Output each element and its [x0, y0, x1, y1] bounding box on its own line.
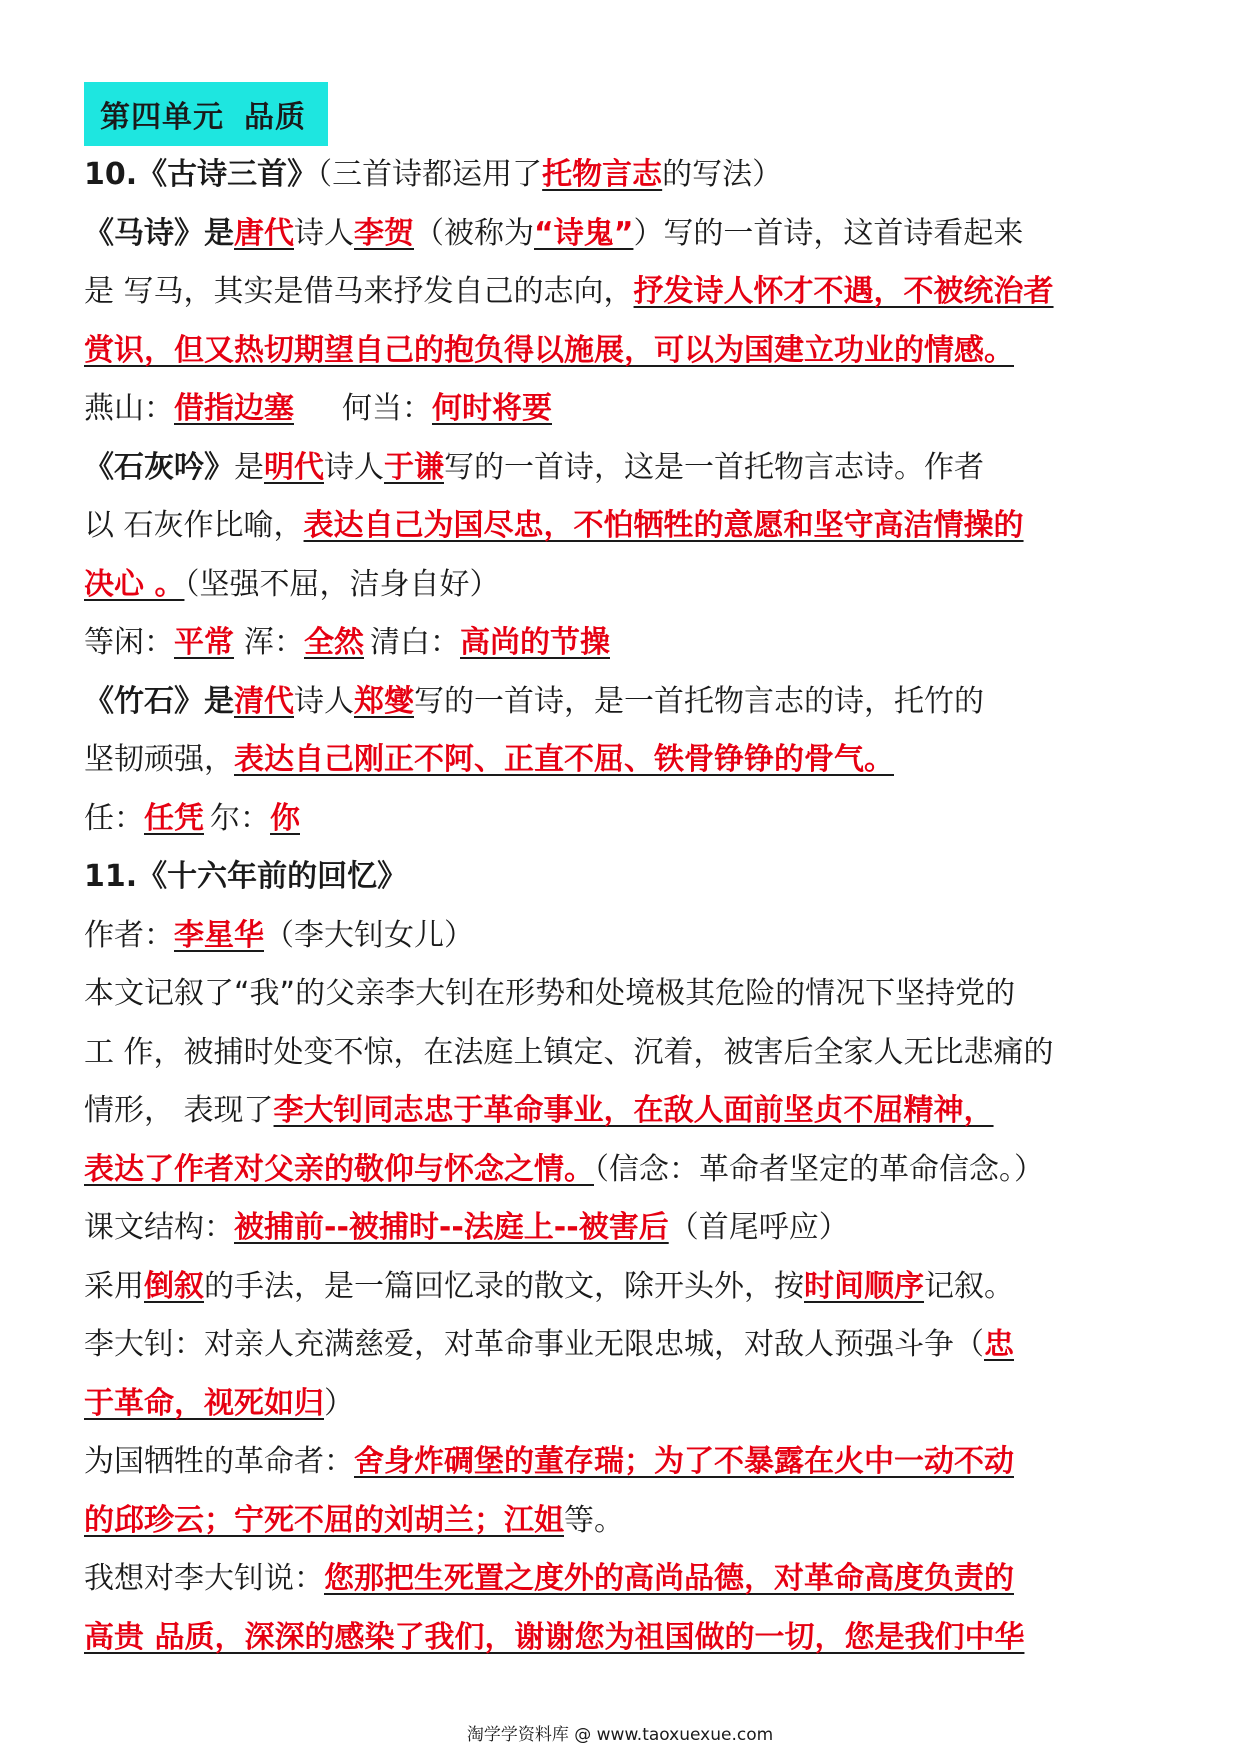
text: ）	[324, 1385, 354, 1421]
text: （李大钊女儿）	[264, 917, 474, 953]
answer: 郑燮	[354, 683, 414, 719]
text: 何当：	[342, 391, 432, 426]
answer: 舍身炸碉堡的董存瑞；为了不暴露在火中一动不动	[354, 1444, 1014, 1479]
unit-title	[84, 82, 328, 146]
say-line-1	[84, 1550, 1174, 1609]
footer-watermark: 淘学学资料库 @ www.taoxuexue.com	[466, 1725, 774, 1745]
answer: “诗鬼”	[534, 215, 634, 251]
answer: 忠	[984, 1327, 1014, 1362]
text: 任：	[84, 800, 144, 836]
lesson10-title: 10.《古诗三首》	[84, 157, 318, 192]
method-line	[84, 1258, 1174, 1317]
li-line-2	[84, 1375, 1174, 1434]
answer: 抒发诗人怀才不遇，不被统治者	[633, 274, 1054, 309]
text: 《竹石》是	[84, 683, 234, 719]
text: 坚韧顽强，	[84, 742, 234, 777]
text: ）写的一首诗，这首诗看起来	[633, 215, 1024, 251]
text: 的手法，是一篇回忆录的散文，除开头外，按	[204, 1268, 804, 1304]
text: （坚强不屈，洁身自好）	[184, 566, 500, 602]
text: 课文结构：	[84, 1210, 234, 1245]
text: 尔：	[210, 800, 270, 836]
answer: 何时将要	[432, 391, 552, 426]
answer: 您那把生死置之度外的高尚品德，对革命高度负责的	[324, 1561, 1014, 1596]
answer: 平常	[174, 625, 234, 660]
text: 采用	[84, 1268, 144, 1304]
author-line	[84, 907, 1174, 966]
text: 的写法）	[662, 157, 783, 192]
text: 写的一首诗，是一首托物言志的诗，托竹的	[414, 683, 984, 719]
answer: 表达了作者对父亲的敬仰与怀念之情。	[84, 1151, 594, 1187]
shi-words	[84, 614, 1174, 673]
text: 我想对李大钊说：	[84, 1561, 324, 1596]
answer: 你	[270, 800, 300, 836]
ma-line-2	[84, 263, 1174, 322]
answer: 明代	[264, 449, 324, 485]
answer: 表达自己为国尽忠，不怕牺牲的意愿和坚守高洁情操的	[303, 508, 1024, 543]
text: 诗人	[294, 215, 354, 251]
answer: 全然	[304, 625, 364, 660]
answer: 赏识，但又热切期望自己的抱负得以施展，可以为国建立功业的情感。	[84, 332, 1014, 368]
lesson10-heading	[84, 146, 1174, 205]
text: （三首诗都运用了	[317, 157, 543, 192]
answer: 被捕前--被捕时--法庭上--被害后	[234, 1210, 669, 1245]
unit-theme: 品质	[244, 100, 306, 135]
unit-number: 第四单元	[100, 100, 224, 135]
answer: 表达自己刚正不阿、正直不屈、铁骨铮铮的骨气。	[234, 742, 894, 777]
text: 李大钊：对亲人充满慈爱，对革命事业无限忠城，对敌人预强斗争（	[84, 1327, 984, 1362]
answer: 借指边塞	[174, 391, 294, 426]
ma-line-3	[84, 322, 1174, 381]
answer: 李星华	[174, 917, 264, 953]
text: 是 写马，其实是借马来抒发自己的志向，	[84, 274, 634, 309]
text: 等闲：	[84, 625, 174, 660]
answer: 任凭	[144, 800, 204, 836]
answer: 于革命，视死如归	[84, 1385, 324, 1421]
answer: 高尚的节操	[460, 625, 610, 660]
text: 燕山：	[84, 391, 174, 426]
summary-line-4	[84, 1141, 1174, 1200]
shi-line-3	[84, 556, 1174, 615]
text: 诗人	[324, 449, 384, 485]
answer: 清代	[234, 683, 294, 719]
zhu-line-1	[84, 673, 1174, 732]
text: 诗人	[294, 683, 354, 719]
zhu-line-2	[84, 731, 1174, 790]
answer: 托物言志	[542, 157, 663, 192]
answer: 唐代	[234, 215, 294, 251]
ma-words	[84, 380, 1174, 439]
text: 清白：	[370, 625, 460, 660]
answer: 李贺	[354, 215, 414, 251]
summary-line-3	[84, 1082, 1174, 1141]
martyr-line-2	[84, 1492, 1174, 1551]
summary-line-1: 本文记叙了“我”的父亲李大钊在形势和处境极其危险的情况下坚持党的	[84, 976, 1016, 1011]
answer: 高贵 品质，深深的感染了我们，谢谢您为祖国做的一切，您是我们中华	[84, 1619, 1025, 1655]
structure-line	[84, 1199, 1174, 1258]
martyr-line-1	[84, 1433, 1174, 1492]
text: （信念：革命者坚定的革命信念。）	[594, 1151, 1044, 1187]
text: 等。	[564, 1502, 624, 1538]
answer: 于谦	[384, 449, 444, 485]
text: （被称为	[414, 215, 534, 251]
say-line-2	[84, 1609, 1174, 1668]
answer: 决心 。	[84, 566, 185, 602]
text: 《石灰吟》	[84, 449, 234, 485]
text: 浑：	[244, 625, 304, 660]
text: 以 石灰作比喻，	[84, 508, 304, 543]
text: 记叙。	[924, 1268, 1014, 1304]
text: 为国牺牲的革命者：	[84, 1444, 354, 1479]
summary-line-2: 工 作，被捕时处变不惊，在法庭上镇定、沉着，被害后全家人无比悲痛的	[84, 1034, 1054, 1070]
answer: 的邱珍云；宁死不屈的刘胡兰；江姐	[84, 1502, 564, 1538]
text: 写的一首诗，这是一首托物言志诗。作者	[444, 449, 984, 485]
text: 是	[234, 449, 264, 485]
ma-line-1	[84, 205, 1174, 264]
lesson11-title: 11.《十六年前的回忆》	[84, 859, 408, 894]
document-page	[84, 82, 1174, 1667]
text: 情形， 表现了	[84, 1093, 274, 1128]
shi-line-2	[84, 497, 1174, 556]
shi-line-1	[84, 439, 1174, 498]
li-line-1	[84, 1316, 1174, 1375]
zhu-words	[84, 790, 1174, 849]
text: 《马诗》是	[84, 215, 234, 251]
text: 作者：	[84, 917, 174, 953]
answer: 时间顺序	[804, 1268, 924, 1304]
text: （首尾呼应）	[668, 1210, 849, 1245]
answer: 李大钊同志忠于革命事业，在敌人面前坚贞不屈精神，	[273, 1093, 994, 1128]
answer: 倒叙	[144, 1268, 204, 1304]
